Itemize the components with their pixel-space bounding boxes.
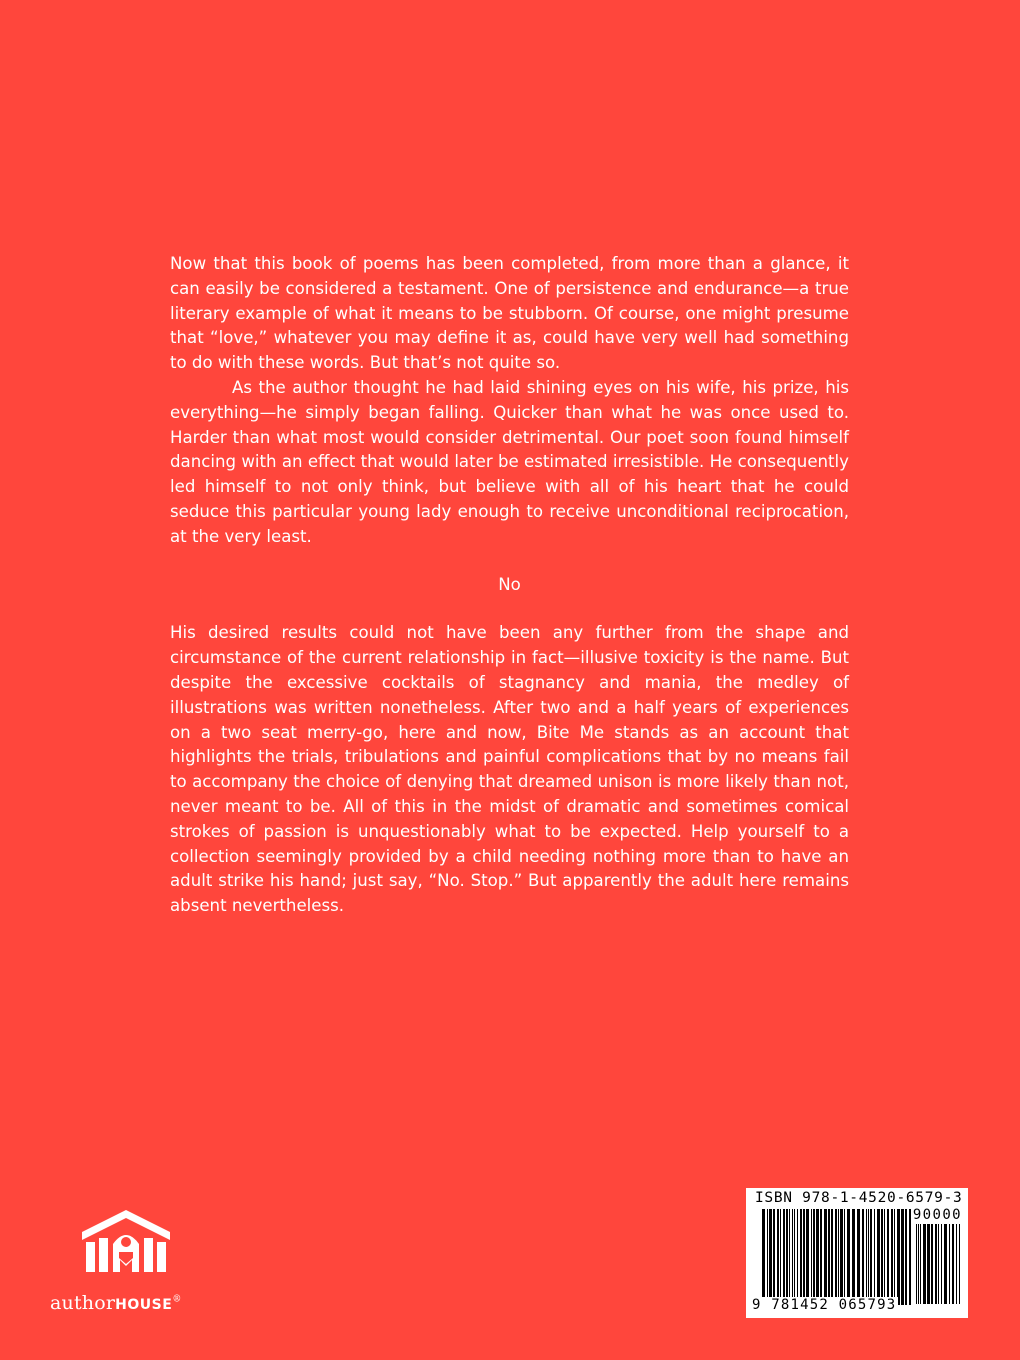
- barcode-bar: [857, 1209, 860, 1305]
- barcode-bar: [777, 1209, 779, 1305]
- barcode-bar: [806, 1209, 809, 1305]
- barcode-bar: [783, 1209, 785, 1305]
- barcode-bar: [862, 1209, 864, 1305]
- barcode-bar: [866, 1209, 867, 1305]
- barcode-bar: [881, 1209, 883, 1305]
- price-code: 90000: [912, 1207, 962, 1223]
- barcode-bar: [905, 1209, 907, 1305]
- publisher-name-part1: author: [50, 1292, 116, 1314]
- barcode-bar: [813, 1209, 815, 1305]
- ean-digits: 9 781452 065793: [752, 1297, 897, 1313]
- addon-barcode-bars: [916, 1224, 962, 1304]
- barcode-bar: [780, 1209, 781, 1305]
- blurb-paragraph-3: His desired results could not have been any further from the shape and circumstance of the current relationship in fact—illusive toxicity is the name. But despite the excessive cocktails of stagnancy and mania, the medley of illustrations was written nonetheless. After two and a half years of experiences on a two seat merry-go, here and now, Bite Me stands as an account that highlights the trials, tribulations and painful complications that by no means fail to accompany the choice of denying that dreamed unison is more likely than not, never meant to be. All of this in the midst of dramatic and sometimes comical strokes of passion is unquestionably what to be expected. Help yourself to a collection seemingly provided by a child needing nothing more than to have an adult strike his hand; just say, “No. Stop.” But apparently the adult here remains absent nevertheless.: [170, 623, 849, 916]
- barcode-bar: [786, 1209, 788, 1305]
- blurb-paragraph-1: Now that this book of poems has been completed, from more than a glance, it can easily be considered a testament. One of persistence and endurance—a true literary example of what it means to be stubborn. Of course, one might presume that “love,” whatever you may define it as, could have very well had something to do with these words. But that’s not quite so.: [170, 254, 849, 373]
- isbn-barcode: [746, 1188, 968, 1318]
- barcode-bar: [887, 1209, 889, 1305]
- barcode-bar: [800, 1209, 802, 1305]
- barcode-bar: [909, 1209, 911, 1305]
- barcode-bar: [897, 1209, 900, 1305]
- barcode-bar: [797, 1209, 798, 1305]
- barcode-bar: [941, 1224, 942, 1304]
- publisher-logo: [30, 1208, 220, 1318]
- barcode-bar: [918, 1224, 919, 1304]
- barcode-bar: [931, 1224, 933, 1304]
- barcode-bar: [838, 1209, 839, 1305]
- barcode-bar: [877, 1209, 880, 1305]
- barcode-bar: [927, 1224, 930, 1304]
- barcode-bar: [820, 1209, 822, 1305]
- barcode-bar: [944, 1224, 947, 1304]
- barcode-bar: [891, 1209, 893, 1305]
- barcode-bar: [920, 1224, 921, 1304]
- barcode-bar: [824, 1209, 827, 1305]
- barcode-bar: [844, 1209, 845, 1305]
- barcode-bar: [952, 1224, 954, 1304]
- barcode-bar: [794, 1209, 795, 1305]
- barcode-bar: [852, 1209, 855, 1305]
- barcode-bar: [816, 1209, 819, 1305]
- barcode-bar: [874, 1209, 875, 1305]
- barcode-bar: [811, 1209, 812, 1305]
- blurb-paragraph-2: As the author thought he had laid shining eyes on his wife, his prize, his everything—he simply began falling. Quicker than what he was once used to. Harder than what most would consider detrimental. Our poet soon found himself dancing with an effect that would later be estimated irresistible. He consequently led himself to not only think, but believe with all of his heart that he could seduce this particular young lady enough to receive unconditional reciprocation, at the very least.: [170, 377, 849, 546]
- barcode-bar: [847, 1209, 850, 1305]
- back-cover-blurb: [170, 252, 849, 919]
- barcode-bar: [835, 1209, 837, 1305]
- isbn-text: ISBN 978-1-4520-6579-3: [755, 1190, 963, 1206]
- registered-mark: ®: [172, 1294, 182, 1305]
- barcode-bar: [773, 1209, 775, 1305]
- barcode-bar: [831, 1209, 833, 1305]
- barcode-bar: [828, 1209, 830, 1305]
- barcode-bar: [769, 1209, 772, 1305]
- barcode-bar: [792, 1209, 793, 1305]
- barcode-bar: [789, 1209, 790, 1305]
- barcode-bar: [868, 1209, 869, 1305]
- barcode-bar: [870, 1209, 872, 1305]
- barcode-bar: [840, 1209, 843, 1305]
- barcode-bar: [884, 1209, 885, 1305]
- barcode-bar: [956, 1224, 957, 1304]
- barcode-bar: [959, 1224, 960, 1304]
- barcode-bar: [938, 1224, 939, 1304]
- barcode-bar: [803, 1209, 805, 1305]
- barcode-bar: [901, 1209, 904, 1305]
- publisher-wordmark: [50, 1292, 182, 1314]
- barcode-bar: [916, 1224, 917, 1304]
- blurb-center-word: No: [498, 574, 521, 594]
- barcode-bar: [949, 1224, 950, 1304]
- barcode-bar: [894, 1209, 895, 1305]
- barcode-bar: [935, 1224, 937, 1304]
- book-arch-icon: [80, 1208, 172, 1290]
- ean-barcode-bars: [762, 1209, 912, 1305]
- barcode-bar: [762, 1209, 765, 1305]
- publisher-name-part2: HOUSE: [115, 1297, 173, 1313]
- barcode-bar: [767, 1209, 768, 1305]
- barcode-bar: [923, 1224, 926, 1304]
